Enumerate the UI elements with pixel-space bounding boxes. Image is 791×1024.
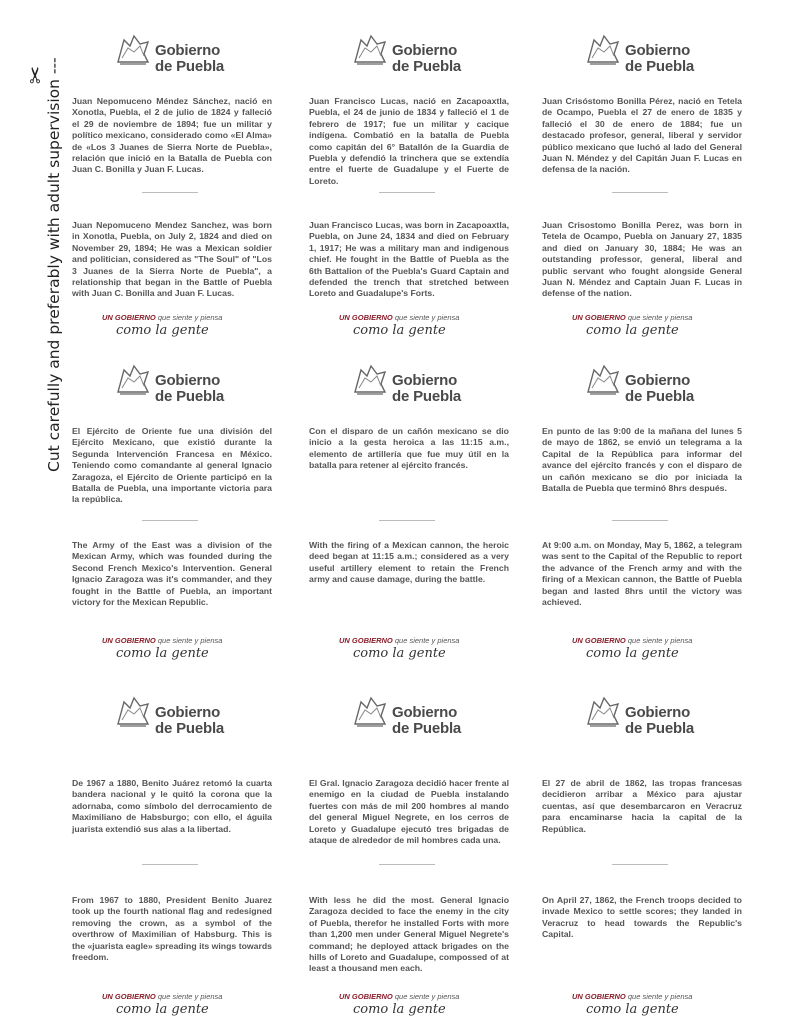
puebla-emblem-icon: [114, 32, 152, 70]
logo: [351, 32, 491, 82]
card-7: [62, 692, 280, 1017]
logo-line1: Gobierno: [625, 372, 691, 389]
logo: [584, 32, 724, 82]
slogan-line1: UN GOBIERNO que siente y piensa: [572, 992, 693, 1001]
logo-line2: de Puebla: [625, 388, 695, 405]
logo: [114, 362, 254, 412]
logo-line1: Gobierno: [392, 42, 458, 59]
logo-line1: Gobierno: [392, 372, 458, 389]
slogan: [339, 992, 489, 1022]
slogan: [572, 313, 722, 343]
cut-instructions-text: Cut carefully and preferably with adult supervision ---: [45, 57, 63, 472]
slogan-line1: UN GOBIERNO que siente y piensa: [339, 313, 460, 322]
slogan-line2: como la gente: [353, 323, 446, 338]
spanish-text: Juan Nepomuceno Méndez Sánchez, nació en Xonotla, Puebla, el 2 de julio de 1824 y falleció el 29 de noviembre de 1894; fue un militar y político mexicano, considerado como «El Alma» de «Los 3 Juanes de Sierra Norte de Puebla», relación que inició en la Batalla de Puebla con Juan C. Bonilla y Juan F. Lucas.: [72, 96, 272, 175]
separator: [142, 192, 198, 193]
separator: [142, 864, 198, 865]
separator: [379, 520, 435, 521]
spanish-text: El Ejército de Oriente fue una división del Ejército Mexicano, que existió durante la Segunda Intervención Francesa en México. Teniendo como comandante al general Ignacio Zaragoza, el Ejército de Oriente participó en la Batalla de Puebla, una importante victoria para la república.: [72, 426, 272, 505]
separator: [612, 192, 668, 193]
slogan-line1: UN GOBIERNO que siente y piensa: [572, 636, 693, 645]
card-6: [532, 360, 750, 678]
spanish-text: El Gral. Ignacio Zaragoza decidió hacer frente al enemigo en la ciudad de Puebla instalando fuertes con más de mil 200 hombres al mando del general Miguel Negrete, en los cerros de Loreto y Guadalupe ejecutó tres brigadas de ataque de alrededor de mil hombres cada una.: [309, 778, 509, 846]
separator: [612, 520, 668, 521]
english-text: Juan Francisco Lucas, was born in Zacapoaxtla, Puebla, on June 24, 1834 and died on February 1, 1917; He was a military man and indigenous chief. He fought in the Battle of Puebla as the 6th Battalion of the Puebla's Guard Captain and defended the trench that stretched between Loreto and Guadalupe's Forts.: [309, 220, 509, 299]
separator: [379, 192, 435, 193]
slogan-line2: como la gente: [116, 1002, 209, 1017]
slogan-line2: como la gente: [353, 646, 446, 661]
logo: [114, 32, 254, 82]
card-1: [62, 30, 280, 348]
slogan-line1: UN GOBIERNO que siente y piensa: [339, 992, 460, 1001]
english-text: With less he did the most. General Ignacio Zaragoza decided to face the enemy in the city of Puebla, therefor he installed Forts with more than 1,200 men under General Miguel Negrete's command; he deployed attack brigades on the hills of Loreto and Guadalupe, compossed of at least a thousand men each.: [309, 895, 509, 974]
english-text: Juan Crisostomo Bonilla Perez, was born in Tetela de Ocampo, Puebla on January 27, 1835 and died on January 30, 1884; He was an outstanding professor, general, liberal and public servant who fought alongside General Juan N. Méndez and Captain Juan F. Lucas in defense of the nation.: [542, 220, 742, 299]
logo: [114, 694, 254, 744]
separator: [142, 520, 198, 521]
spanish-text: Juan Crisóstomo Bonilla Pérez, nació en Tetela de Ocampo, Puebla el 27 de enero de 1835 y falleció el 30 de enero de 1884; fue un destacado profesor, general, liberal y servidor público mexicano que luchó al lado del General Juan N. Méndez y del Capitán Juan F. Lucas en defensa de la nación.: [542, 96, 742, 175]
logo-line2: de Puebla: [155, 720, 225, 737]
logo-line1: Gobierno: [625, 42, 691, 59]
logo-line2: de Puebla: [155, 58, 225, 75]
slogan-line1: UN GOBIERNO que siente y piensa: [102, 992, 223, 1001]
logo: [584, 694, 724, 744]
logo-line1: Gobierno: [625, 704, 691, 721]
card-4: [62, 360, 280, 678]
slogan: [102, 313, 252, 343]
puebla-emblem-icon: [351, 694, 389, 732]
logo-line2: de Puebla: [392, 720, 462, 737]
english-text: The Army of the East was a division of the Mexican Army, which was founded during the Second French Mexico's Intervention. General Ignacio Zaragoza was it's commander, and they fought in the Battle of Puebla, an important victory for the Mexican Republic.: [72, 540, 272, 608]
slogan-line1: UN GOBIERNO que siente y piensa: [102, 636, 223, 645]
english-text: On April 27, 1862, the French troops decided to invade Mexico to settle scores; they landed in Veracruz to head towards the Republic's Capital.: [542, 895, 742, 940]
slogan-line2: como la gente: [586, 1002, 679, 1017]
puebla-emblem-icon: [114, 694, 152, 732]
english-text: With the firing of a Mexican cannon, the heroic deed began at 11:15 a.m.; considered as a very useful artillery element to retain the French army and cause damage, during the battle.: [309, 540, 509, 585]
slogan-line2: como la gente: [116, 646, 209, 661]
slogan: [572, 636, 722, 666]
card-9: [532, 692, 750, 1017]
slogan-line2: como la gente: [116, 323, 209, 338]
english-text: At 9:00 a.m. on Monday, May 5, 1862, a telegram was sent to the Capital of the Republic to report the advance of the French army and with the firing of a Mexican cannon, the Battle of Puebla began and lasted 8hrs until the victory was achieved.: [542, 540, 742, 608]
logo: [584, 362, 724, 412]
slogan-line2: como la gente: [586, 323, 679, 338]
separator: [612, 864, 668, 865]
spanish-text: En punto de las 9:00 de la mañana del lunes 5 de mayo de 1862, se envió un telegrama a la Capital de la República para informar del avance del ejército francés y con el disparo de un cañón mexicano se dio por iniciada la Batalla de Puebla que terminó 8hrs después.: [542, 426, 742, 494]
separator: [379, 864, 435, 865]
logo-line2: de Puebla: [625, 720, 695, 737]
slogan-line1: UN GOBIERNO que siente y piensa: [339, 636, 460, 645]
slogan: [339, 636, 489, 666]
logo-line1: Gobierno: [155, 372, 221, 389]
english-text: Juan Nepomuceno Mendez Sanchez, was born in Xonotla, Puebla, on July 2, 1824 and died on November 29, 1894; He was a Mexican soldier and politician, considered as "The Soul" of "Los 3 Juanes de la Sierra Norte de Puebla", a relationship that began in the Battle of Puebla with Juan C. Bonilla and Juan F. Lucas.: [72, 220, 272, 299]
puebla-emblem-icon: [584, 32, 622, 70]
logo-line1: Gobierno: [392, 704, 458, 721]
slogan-line2: como la gente: [353, 1002, 446, 1017]
english-text: From 1967 to 1880, President Benito Juarez took up the fourth national flag and redesigned removing the crown, as a symbol of the overthrow of Maximilian of Habsburg. This is the «juarista eagle» spreading its wings towards freedom.: [72, 895, 272, 963]
slogan-line1: UN GOBIERNO que siente y piensa: [572, 313, 693, 322]
slogan-line1: UN GOBIERNO que siente y piensa: [102, 313, 223, 322]
puebla-emblem-icon: [114, 362, 152, 400]
spanish-text: De 1967 a 1880, Benito Juárez retomó la cuarta bandera nacional y le quitó la corona que la adornaba, como símbolo del derrocamiento de Maximiliano de Habsburgo; con ello, el águila juarista extendió sus alas a la libertad.: [72, 778, 272, 834]
puebla-emblem-icon: [584, 362, 622, 400]
logo-line2: de Puebla: [392, 58, 462, 75]
logo: [351, 362, 491, 412]
logo-line2: de Puebla: [392, 388, 462, 405]
logo-line1: Gobierno: [155, 42, 221, 59]
card-grid: [62, 30, 777, 1017]
slogan: [339, 313, 489, 343]
card-5: [299, 360, 517, 678]
card-3: [532, 30, 750, 348]
puebla-emblem-icon: [351, 32, 389, 70]
slogan: [572, 992, 722, 1022]
logo: [351, 694, 491, 744]
spanish-text: Juan Francisco Lucas, nació en Zacapoaxtla, Puebla, el 24 de junio de 1834 y falleció el 1 de febrero de 1917; fue un militar y cacique indígena. Combatió en la batalla de Puebla como capitán del 6° Batallón de la Guardia de Puebla y defendió la trinchera que se extendía entre el fuerte de Guadalupe y el Fuerte de Loreto.: [309, 96, 509, 186]
scissors-icon: ✂: [23, 65, 49, 85]
logo-line1: Gobierno: [155, 704, 221, 721]
cut-instructions: [0, 0, 70, 1024]
slogan-line2: como la gente: [586, 646, 679, 661]
slogan: [102, 636, 252, 666]
logo-line2: de Puebla: [155, 388, 225, 405]
card-8: [299, 692, 517, 1017]
card-2: [299, 30, 517, 348]
spanish-text: El 27 de abril de 1862, las tropas francesas decidieron arribar a México para ajustar cuentas, así que desembarcaron en Veracruz para encaminarse hacia la capital de la República.: [542, 778, 742, 834]
logo-line2: de Puebla: [625, 58, 695, 75]
slogan: [102, 992, 252, 1022]
spanish-text: Con el disparo de un cañón mexicano se dio inicio a la gesta heroica a las 11:15 a.m., elemento de artillería que fue muy útil en la batalla para retener al ejército francés.: [309, 426, 509, 471]
puebla-emblem-icon: [351, 362, 389, 400]
puebla-emblem-icon: [584, 694, 622, 732]
